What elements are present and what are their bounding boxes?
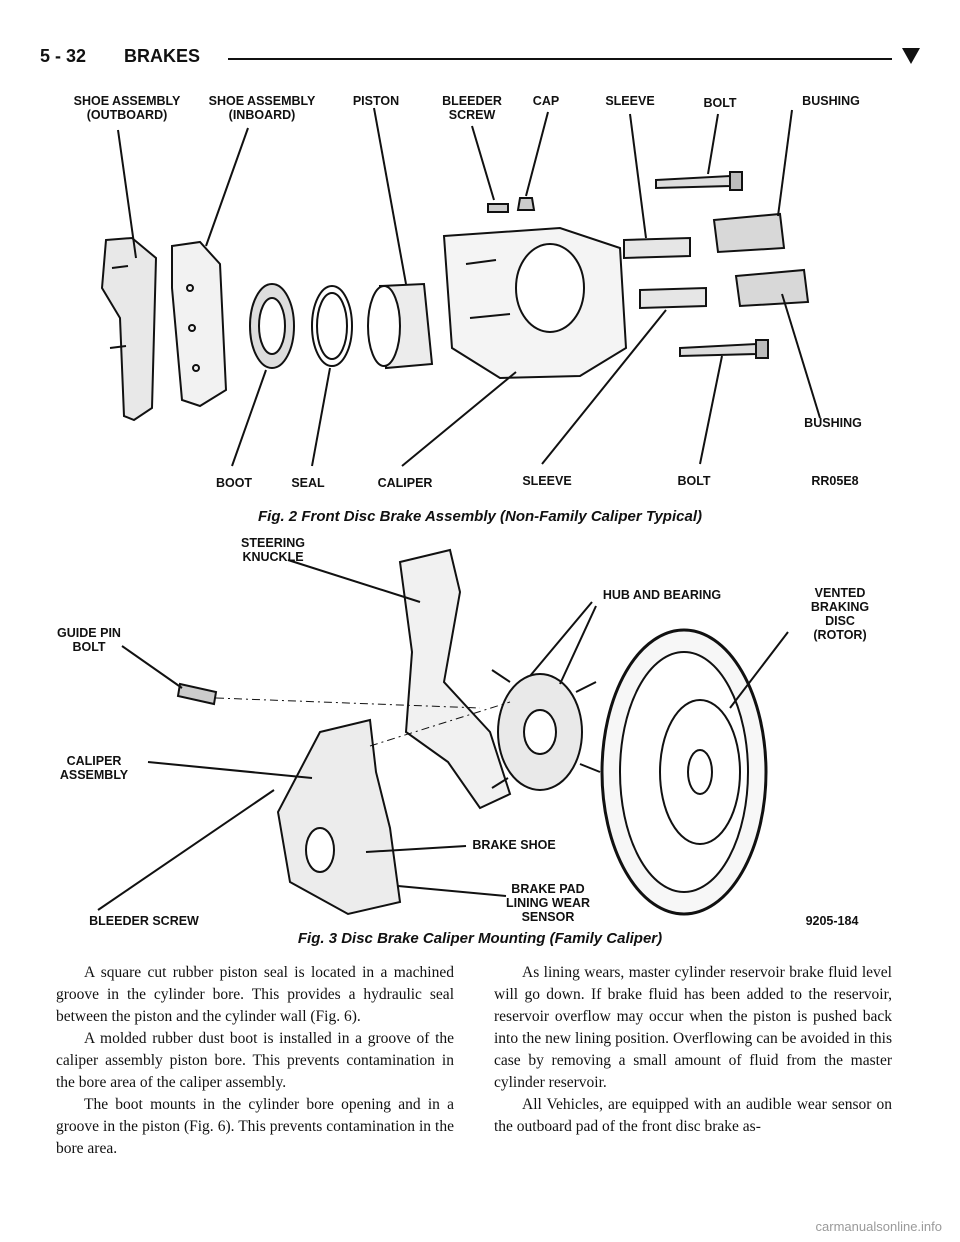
- figure-3-illustration: [40, 532, 920, 922]
- label-bolt-top: BOLT: [703, 96, 737, 110]
- page-number: 5 - 32: [40, 46, 87, 66]
- page-header: [40, 42, 920, 72]
- label-brake-shoe: BRAKE SHOE: [472, 838, 556, 852]
- label-shoe-outboard: SHOE ASSEMBLY (OUTBOARD): [73, 94, 181, 122]
- triangle-marker-icon: [902, 48, 920, 64]
- paragraph-boot-mount: The boot mounts in the cylinder bore opening and in a groove in the piston (Fig. 6). This prevents contamination in the bore area.: [56, 1096, 454, 1157]
- figure-2: [40, 88, 920, 538]
- label-sleeve-bottom: SLEEVE: [522, 474, 572, 488]
- body-column-right: [494, 962, 892, 1138]
- label-caliper: CALIPER: [377, 476, 433, 490]
- label-wear-sensor: BRAKE PAD LINING WEAR SENSOR: [505, 882, 591, 924]
- label-bleeder-screw: BLEEDER SCREW: [442, 94, 502, 122]
- label-cap: CAP: [532, 94, 560, 108]
- paragraph-piston-seal: A square cut rubber piston seal is located in a machined groove in the cylinder bore. This provides a hydraulic seal between the piston and the cylinder wall (Fig. 6).: [56, 964, 454, 1025]
- label-boot: BOOT: [215, 476, 253, 490]
- label-bushing-top: BUSHING: [802, 94, 860, 108]
- watermark: carmanualsonline.info: [815, 1219, 942, 1234]
- label-hub-bearing: HUB AND BEARING: [602, 588, 722, 602]
- label-bleeder-screw-2: BLEEDER SCREW: [89, 914, 199, 928]
- figure-3-code: 9205-184: [805, 914, 859, 928]
- paragraph-lining-wear: As lining wears, master cylinder reservoir brake fluid level will go down. If brake fluid has been added to the reservoir, reservoir overflow may occur when the piston is pushed back into the new lining position. Overflowing can be avoided in this case by removing a small amount of fluid from the master cylinder reservoir.: [494, 964, 892, 1091]
- label-rotor: VENTED BRAKING DISC (ROTOR): [810, 586, 870, 642]
- section-title: BRAKES: [124, 46, 201, 66]
- figure-2-illustration: [40, 88, 920, 498]
- label-sleeve-top: SLEEVE: [605, 94, 655, 108]
- header-rule: [228, 58, 892, 60]
- label-bushing-bottom: BUSHING: [804, 416, 862, 430]
- label-guide-pin-bolt: GUIDE PIN BOLT: [57, 626, 121, 654]
- figure-3: [40, 532, 920, 952]
- figure-2-caption: Fig. 2 Front Disc Brake Assembly (Non-Family Caliper Typical): [257, 508, 702, 525]
- paragraph-wear-sensor: All Vehicles, are equipped with an audible wear sensor on the outboard pad of the front disc brake as-: [494, 1096, 892, 1135]
- label-piston: PISTON: [352, 94, 400, 108]
- body-column-left: [56, 962, 454, 1160]
- figure-2-code: RR05E8: [811, 474, 859, 488]
- label-caliper-assembly: CALIPER ASSEMBLY: [59, 754, 129, 782]
- label-steering-knuckle: STEERING KNUCKLE: [241, 536, 305, 564]
- figure-3-caption: Fig. 3 Disc Brake Caliper Mounting (Family Caliper): [297, 930, 663, 947]
- label-shoe-inboard: SHOE ASSEMBLY (INBOARD): [208, 94, 316, 122]
- paragraph-dust-boot: A molded rubber dust boot is installed in a groove of the caliper assembly piston bore. This prevents contamination in the bore area of the caliper assembly.: [56, 1030, 454, 1091]
- label-seal: SEAL: [291, 476, 325, 490]
- label-bolt-bottom: BOLT: [677, 474, 711, 488]
